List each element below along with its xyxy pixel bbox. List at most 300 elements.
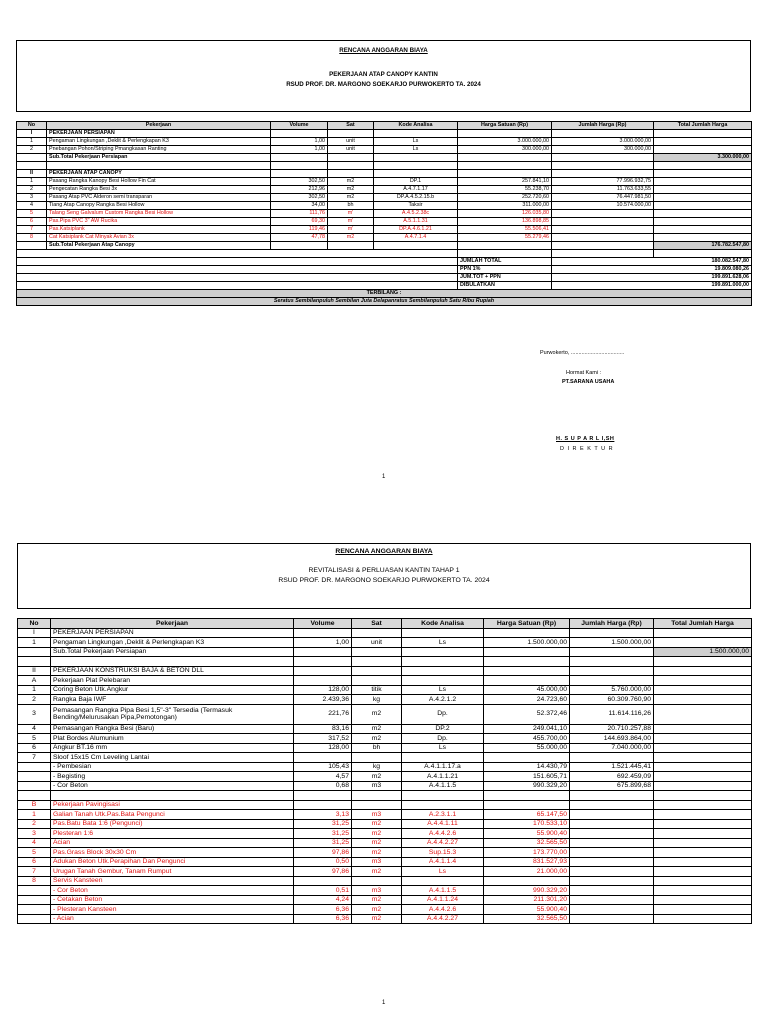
row-kode: A.4.1.1.17.a — [402, 762, 484, 772]
table-row — [18, 762, 752, 772]
row-volume: 128,00 — [294, 743, 352, 753]
row-sat: titik — [352, 685, 402, 695]
row-harga: 990.329,20 — [484, 781, 570, 791]
row-no: 1 — [18, 810, 51, 820]
subtotal-row — [17, 154, 752, 162]
table-row — [17, 186, 752, 194]
row-volume: 97,86 — [294, 848, 352, 858]
row-pekerjaan: Pas.Pipa PVC 3" AW Rucika — [47, 218, 271, 226]
row-harga: 55.000,00 — [484, 743, 570, 753]
row-no: 7 — [17, 226, 47, 234]
row-kode: Ls — [402, 867, 484, 877]
table-row — [18, 810, 752, 820]
col-no: No — [17, 122, 47, 130]
row-sat: m2 — [328, 234, 374, 242]
row-harga: 300.000,00 — [458, 146, 552, 154]
row-volume: 0,68 — [294, 781, 352, 791]
row-volume: 2.439,36 — [294, 695, 352, 705]
table-row — [18, 876, 752, 886]
row-jumlah: 1.521.445,41 — [570, 762, 654, 772]
row-sat: m' — [328, 218, 374, 226]
row-kode: Ls — [402, 685, 484, 695]
row-no: 1 — [17, 138, 47, 146]
row-pekerjaan: Pasang Atap PVC Alderon semi transparan — [47, 194, 271, 202]
table-row — [17, 202, 752, 210]
row-pekerjaan: Pasang Rangka Kanopy Besi Hollow Fin Cat — [47, 178, 271, 186]
summary-row — [17, 274, 752, 282]
row-pekerjaan: Pnebangan Pohon/Striping Pmangkasan Ranting — [47, 146, 271, 154]
row-sat: m2 — [352, 848, 402, 858]
row-kode: A.4.1.1.5 — [402, 781, 484, 791]
row-volume: 1,00 — [271, 138, 328, 146]
subsection-title: Pekerjaan Plat Pelebaran — [51, 676, 294, 686]
row-harga: 21.000,00 — [484, 867, 570, 877]
col-no: No — [18, 619, 51, 629]
col-sat: Sat — [352, 619, 402, 629]
section-title: PEKERJAAN PERSIAPAN — [47, 130, 271, 138]
row-harga: 24.723,60 — [484, 695, 570, 705]
row-volume: 302,50 — [271, 178, 328, 186]
row-kode: A.4.4.2.6 — [402, 829, 484, 839]
row-pekerjaan: Sloof 15x15 Cm Leveling Lantai — [51, 753, 294, 763]
section-title: PEKERJAAN PERSIAPAN — [51, 628, 294, 638]
page2-subtitle-2: RSUD PROF. DR. MARGONO SOEKARJO PURWOKERTO TA. 2024 — [278, 577, 490, 584]
row-kode: Ls — [402, 743, 484, 753]
section-no: II — [18, 666, 51, 676]
row-pekerjaan: Urugan Tanah Gembur, Tanam Rumput — [51, 867, 294, 877]
table-row — [17, 226, 752, 234]
row-pekerjaan: Pemasangan Rangka Besi (Baru) — [51, 724, 294, 734]
row-harga: 136.898,85 — [458, 218, 552, 226]
col-harga-satuan: Harga Satuan (Rp) — [484, 619, 570, 629]
row-volume: 6,36 — [294, 905, 352, 915]
summary-value: 19.809.080,26 — [552, 266, 752, 274]
place-date: Purwokerto, ................................... — [540, 350, 625, 356]
row-volume: 3,13 — [294, 810, 352, 820]
col-total-jumlah: Total Jumlah Harga — [654, 122, 752, 130]
row-pekerjaan: Acian — [51, 838, 294, 848]
row-sat: m2 — [352, 704, 402, 724]
row-harga: 211.301,20 — [484, 895, 570, 905]
row-sat: m2 — [352, 895, 402, 905]
row-sat: m2 — [352, 914, 402, 924]
spacer-row — [17, 162, 752, 170]
row-harga: 55.279,46 — [458, 234, 552, 242]
row-jumlah: 76.447.981,50 — [552, 194, 654, 202]
terbilang-label-row — [17, 290, 752, 298]
row-pekerjaan: Pengaman Lingkungan ,Deklit & Perlengkapan K3 — [47, 138, 271, 146]
row-pekerjaan: Rangka Baja IWF — [51, 695, 294, 705]
row-pekerjaan: Galian Tanah Utk.Pas.Bata Pengunci — [51, 810, 294, 820]
row-no: 3 — [18, 829, 51, 839]
row-harga: 32.565,50 — [484, 838, 570, 848]
row-harga: 249.041,10 — [484, 724, 570, 734]
row-jumlah: 5.760.000,00 — [570, 685, 654, 695]
table-row — [18, 848, 752, 858]
row-pekerjaan: - Plesteran Kansteen — [51, 905, 294, 915]
row-harga: 14.430,79 — [484, 762, 570, 772]
row-harga: 257.841,10 — [458, 178, 552, 186]
row-volume: 34,00 — [271, 202, 328, 210]
subtotal-label: Sub.Total Pekerjaan Persiapan — [47, 154, 271, 162]
page1-subtitle-2: RSUD PROF. DR. MARGONO SOEKARJO PURWOKERTO TA. 2024 — [286, 81, 481, 88]
row-pekerjaan: Pas.Grass Block 30x30 Cm — [51, 848, 294, 858]
subtotal-value: 3.300.000,00 — [654, 154, 752, 162]
summary-label: JUM.TOT + PPN — [458, 274, 552, 282]
row-jumlah: 3.000.000,00 — [552, 138, 654, 146]
row-sat: bh — [328, 202, 374, 210]
row-kode: Taksir — [374, 202, 458, 210]
row-no: 1 — [18, 638, 51, 648]
row-harga: 151.605,71 — [484, 772, 570, 782]
table-row — [17, 218, 752, 226]
table-row — [18, 638, 752, 648]
row-pekerjaan: Talang Seng Galvalum Custom Rangka Besi Hollow — [47, 210, 271, 218]
table-row — [18, 867, 752, 877]
row-kode: DP.1 — [374, 178, 458, 186]
row-pekerjaan: Pengaman Lingkungan ,Deklit & Perlengkapan K3 — [51, 638, 294, 648]
row-sat: m2 — [352, 734, 402, 744]
row-sat: m3 — [352, 781, 402, 791]
col-harga-satuan: Harga Satuan (Rp) — [458, 122, 552, 130]
summary-label: PPN 1% — [458, 266, 552, 274]
row-pekerjaan: Pas.Katsiplank — [47, 226, 271, 234]
row-kode: A.4.4.1.11 — [402, 819, 484, 829]
summary-value: 199.891.000,00 — [552, 282, 752, 290]
page2-title: RENCANA ANGGARAN BIAYA — [335, 548, 433, 555]
row-harga: 1.500.000,00 — [484, 638, 570, 648]
row-pekerjaan: - Acian — [51, 914, 294, 924]
subtotal-row — [18, 647, 752, 657]
page-number: 1 — [382, 1000, 386, 1006]
row-volume: 212,96 — [271, 186, 328, 194]
row-kode: DP.A.4.5.2.15.b — [374, 194, 458, 202]
subtotal-value: 176.782.547,80 — [654, 242, 752, 250]
row-sat: m3 — [352, 810, 402, 820]
col-volume: Volume — [294, 619, 352, 629]
row-no: 6 — [18, 743, 51, 753]
col-kode-analisa: Kode Analisa — [374, 122, 458, 130]
row-volume: 4,57 — [294, 772, 352, 782]
section-title: PEKERJAAN ATAP CANOPY — [47, 170, 271, 178]
row-jumlah: 10.574.000,00 — [552, 202, 654, 210]
row-sat: unit — [328, 138, 374, 146]
row-kode: Sup.15.3 — [402, 848, 484, 858]
row-sat: m2 — [352, 829, 402, 839]
page1-subtitle-1: PEKERJAAN ATAP CANOPY KANTIN — [329, 71, 438, 78]
row-harga: 455.700,00 — [484, 734, 570, 744]
row-jumlah: 7.040.000,00 — [570, 743, 654, 753]
subtotal-value: 1.500.000,00 — [654, 647, 752, 657]
table-row — [17, 194, 752, 202]
summary-row — [17, 282, 752, 290]
row-no: 4 — [18, 838, 51, 848]
row-sat: m2 — [328, 186, 374, 194]
row-volume: 47,78 — [271, 234, 328, 242]
page1-header-row — [17, 122, 752, 130]
row-volume: 4,24 — [294, 895, 352, 905]
row-harga: 252.720,60 — [458, 194, 552, 202]
col-total-jumlah: Total Jumlah Harga — [654, 619, 752, 629]
page1-rab-table — [16, 121, 752, 306]
row-no: 3 — [18, 704, 51, 724]
row-jumlah: 144.693.864,00 — [570, 734, 654, 744]
row-harga: 55.506,41 — [458, 226, 552, 234]
section-row — [17, 130, 752, 138]
row-volume: 0,50 — [294, 857, 352, 867]
row-kode: Ls — [374, 146, 458, 154]
page2-rab-table — [17, 618, 752, 924]
row-pekerjaan: Adukan Beton Utk.Perapihan Dan Pengunci — [51, 857, 294, 867]
table-row — [18, 704, 752, 724]
row-pekerjaan: - Pembesian — [51, 762, 294, 772]
page-number: 1 — [382, 474, 386, 480]
row-pekerjaan: Cat Katsiplank Cat Minyak Avian 3x — [47, 234, 271, 242]
row-kode: A.4.7.1.4 — [374, 234, 458, 242]
row-volume: 119,46 — [271, 226, 328, 234]
row-pekerjaan: Pengecatan Rangka Besi 3x — [47, 186, 271, 194]
row-kode: DP.2 — [402, 724, 484, 734]
row-pekerjaan: Angkur BT.16 mm — [51, 743, 294, 753]
row-harga: 45.000,00 — [484, 685, 570, 695]
summary-label: DIBULATKAN — [458, 282, 552, 290]
row-sat: m2 — [352, 772, 402, 782]
table-row — [18, 724, 752, 734]
row-kode: A.4.2.1.2 — [402, 695, 484, 705]
row-sat: kg — [352, 695, 402, 705]
row-harga: 52.372,46 — [484, 704, 570, 724]
row-harga: 55.238,70 — [458, 186, 552, 194]
row-pekerjaan: - Cor Beton — [51, 781, 294, 791]
row-jumlah: 20.710.257,88 — [570, 724, 654, 734]
row-no: 8 — [18, 876, 51, 886]
subtotal-label: Sub.Total Pekerjaan Persiapan — [51, 647, 294, 657]
table-row — [18, 905, 752, 915]
row-kode: A.5.1.1.31 — [374, 218, 458, 226]
row-jumlah: 11.763.633,55 — [552, 186, 654, 194]
row-no: 5 — [17, 210, 47, 218]
row-no: 5 — [18, 848, 51, 858]
table-row — [18, 685, 752, 695]
row-volume: 1,00 — [271, 146, 328, 154]
row-harga: 55.900,40 — [484, 905, 570, 915]
row-harga: 55.900,40 — [484, 829, 570, 839]
page1-header-box — [16, 40, 751, 112]
page2-subtitle-1: REVITALISASI & PERLUASAN KANTIN TAHAP 1 — [308, 567, 460, 574]
section-no: I — [18, 628, 51, 638]
subsection-title: Pekerjaan Pavingisasi — [51, 800, 294, 810]
row-kode: Dp. — [402, 704, 484, 724]
row-harga: 32.565,50 — [484, 914, 570, 924]
col-volume: Volume — [271, 122, 328, 130]
col-pekerjaan: Pekerjaan — [51, 619, 294, 629]
row-kode: A.4.1.1.5 — [402, 886, 484, 896]
table-row — [17, 138, 752, 146]
row-pekerjaan: Pemasangan Rangka Pipa Besi 1,5"-3" Tersedia (Termasuk Bending/Melurusakan Pipa,Pemotongan) — [51, 704, 294, 724]
row-jumlah: 60.309.760,90 — [570, 695, 654, 705]
summary-value: 180.082.547,80 — [552, 258, 752, 266]
summary-label: JUMLAH TOTAL — [458, 258, 552, 266]
summary-row — [17, 266, 752, 274]
row-jumlah: 300.000,00 — [552, 146, 654, 154]
row-kode: A.2.3.1.1 — [402, 810, 484, 820]
row-no: 4 — [17, 202, 47, 210]
row-no: 6 — [17, 218, 47, 226]
row-pekerjaan: - Cor Beton — [51, 886, 294, 896]
table-row — [18, 743, 752, 753]
table-row — [18, 886, 752, 896]
row-harga: 311.000,00 — [458, 202, 552, 210]
row-kode: A.4.7.1.17 — [374, 186, 458, 194]
row-no: 2 — [18, 695, 51, 705]
row-pekerjaan: Plat Bordes Alumunium — [51, 734, 294, 744]
row-harga: 126.035,80 — [458, 210, 552, 218]
row-jumlah: 675.899,68 — [570, 781, 654, 791]
row-sat: m2 — [352, 867, 402, 877]
row-sat: m3 — [352, 857, 402, 867]
row-harga: 65.147,50 — [484, 810, 570, 820]
summary-row — [17, 258, 752, 266]
row-volume: 31,25 — [294, 819, 352, 829]
row-no: 2 — [17, 186, 47, 194]
table-row — [17, 146, 752, 154]
row-volume: 0,51 — [294, 886, 352, 896]
col-pekerjaan: Pekerjaan — [47, 122, 271, 130]
page1-title: RENCANA ANGGARAN BIAYA — [339, 47, 428, 54]
page2-header-row — [18, 619, 752, 629]
row-kode: A.4.5.2.38c — [374, 210, 458, 218]
subsection-row — [18, 800, 752, 810]
row-volume: 97,86 — [294, 867, 352, 877]
row-volume: 6,36 — [294, 914, 352, 924]
row-harga: 3.000.000,00 — [458, 138, 552, 146]
row-kode: A.4.1.1.24 — [402, 895, 484, 905]
spacer-row — [18, 791, 752, 801]
table-row — [18, 838, 752, 848]
row-no: 7 — [18, 867, 51, 877]
row-volume: 105,43 — [294, 762, 352, 772]
row-kode: DP.A.4.6.1.21 — [374, 226, 458, 234]
summary-value: 199.891.628,06 — [552, 274, 752, 282]
row-kode: A.4.4.2.6 — [402, 905, 484, 915]
row-no: 3 — [17, 194, 47, 202]
row-jumlah: 1.500.000,00 — [570, 638, 654, 648]
signer-name: H. S U P A R L I,SH — [556, 436, 615, 442]
row-no: 8 — [17, 234, 47, 242]
row-pekerjaan: Tiang Atap Canopy Rangka Besi Hollow — [47, 202, 271, 210]
page2-header-box — [17, 543, 751, 609]
row-harga: 170.533,10 — [484, 819, 570, 829]
row-volume: 317,52 — [294, 734, 352, 744]
table-row — [18, 753, 752, 763]
row-sat: m2 — [328, 194, 374, 202]
table-row — [17, 178, 752, 186]
row-volume: 128,00 — [294, 685, 352, 695]
subsection-no: B — [18, 800, 51, 810]
row-pekerjaan: - Begisting — [51, 772, 294, 782]
row-harga: 990.329,20 — [484, 886, 570, 896]
row-pekerjaan: Pas.Batu Bata 1:6 (Pengunci) — [51, 819, 294, 829]
subsection-row — [18, 676, 752, 686]
regards: Hormat Kami : — [566, 370, 602, 376]
row-no: 1 — [17, 178, 47, 186]
row-volume: 302,50 — [271, 194, 328, 202]
row-jumlah: 692.459,09 — [570, 772, 654, 782]
terbilang-text-row — [17, 298, 752, 306]
signer-title: D I R E K T U R — [560, 446, 614, 452]
terbilang-text: Seratus Sembilanpuluh Sembilan Juta Delapanratus Sembilanpuluh Satu Ribu Rupiah — [17, 298, 752, 306]
row-pekerjaan: Plesteran 1:6 — [51, 829, 294, 839]
table-row — [17, 210, 752, 218]
row-sat: m2 — [352, 838, 402, 848]
subsection-no: A — [18, 676, 51, 686]
col-kode-analisa: Kode Analisa — [402, 619, 484, 629]
table-row — [18, 895, 752, 905]
row-no: 6 — [18, 857, 51, 867]
row-sat: m2 — [352, 819, 402, 829]
row-no: 5 — [18, 734, 51, 744]
row-kode: Ls — [374, 138, 458, 146]
row-sat: m' — [328, 226, 374, 234]
row-harga: 831.527,93 — [484, 857, 570, 867]
terbilang-label: TERBILANG : — [17, 290, 752, 298]
row-volume: 111,76 — [271, 210, 328, 218]
row-sat: m2 — [352, 724, 402, 734]
row-kode: A.4.4.2.27 — [402, 914, 484, 924]
table-row — [18, 857, 752, 867]
col-sat: Sat — [328, 122, 374, 130]
col-jumlah-harga: Jumlah Harga (Rp) — [570, 619, 654, 629]
row-harga: 173.770,00 — [484, 848, 570, 858]
row-kode: Ls — [402, 638, 484, 648]
row-sat: kg — [352, 762, 402, 772]
row-jumlah: 77.996.932,75 — [552, 178, 654, 186]
section-row — [17, 170, 752, 178]
row-sat: m3 — [352, 886, 402, 896]
section-no: I — [17, 130, 47, 138]
row-sat: m2 — [352, 905, 402, 915]
subtotal-row — [17, 242, 752, 250]
row-no: 1 — [18, 685, 51, 695]
row-sat: bh — [352, 743, 402, 753]
table-row — [18, 781, 752, 791]
row-kode: A.4.4.2.27 — [402, 838, 484, 848]
company-name: PT.SARANA USAHA — [562, 379, 615, 385]
row-sat: m2 — [328, 178, 374, 186]
row-pekerjaan: - Cetakan Beton — [51, 895, 294, 905]
table-row — [18, 734, 752, 744]
row-sat: unit — [352, 638, 402, 648]
table-row — [17, 234, 752, 242]
row-jumlah: 11.614.116,26 — [570, 704, 654, 724]
row-volume: 1,00 — [294, 638, 352, 648]
table-row — [18, 829, 752, 839]
row-volume: 69,30 — [271, 218, 328, 226]
table-row — [18, 914, 752, 924]
row-volume: 221,76 — [294, 704, 352, 724]
section-row — [18, 628, 752, 638]
row-sat: m' — [328, 210, 374, 218]
section-title: PEKERJAAN KONSTRUKSI BAJA & BETON DLL — [51, 666, 294, 676]
row-kode: Dp. — [402, 734, 484, 744]
row-kode: A.4.1.1.21 — [402, 772, 484, 782]
table-row — [18, 695, 752, 705]
row-no: 2 — [18, 819, 51, 829]
table-row — [18, 772, 752, 782]
row-volume: 31,25 — [294, 829, 352, 839]
spacer-row — [18, 657, 752, 667]
subtotal-label: Sub.Total Pekerjaan Atap Canopy — [47, 242, 271, 250]
